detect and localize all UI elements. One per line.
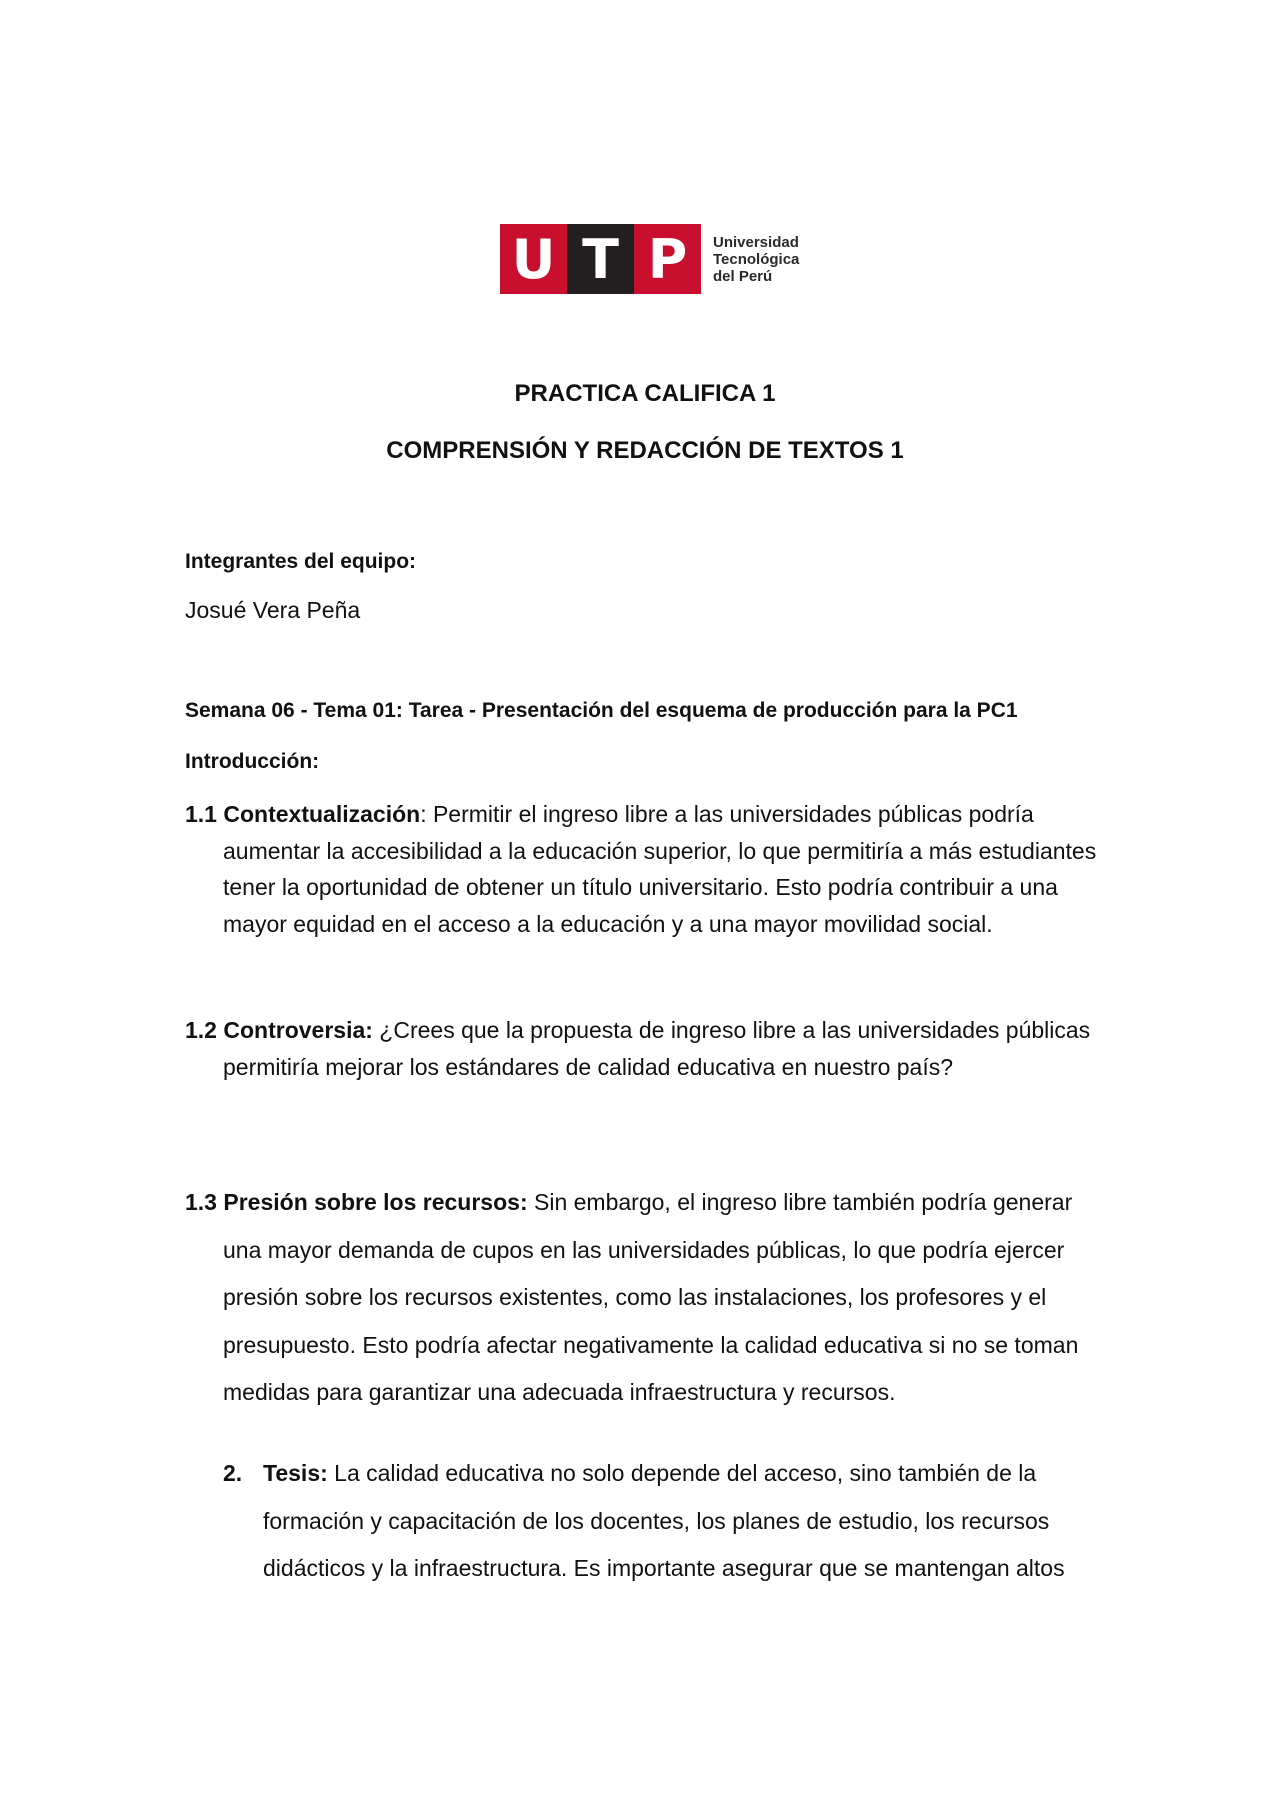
intro-heading: Introducción: bbox=[185, 750, 320, 773]
section-contextualizacion bbox=[185, 796, 1105, 942]
section-controversia bbox=[185, 1012, 1105, 1085]
section-lead-text: ¿Crees que la propuesta de ingreso libre a las universidades públicas bbox=[372, 1017, 1091, 1043]
week-heading: Semana 06 - Tema 01: Tarea - Presentación del esquema de producción para la PC1 bbox=[185, 699, 1018, 722]
section-first-line bbox=[185, 1012, 1105, 1049]
course-title: COMPRENSIÓN Y REDACCIÓN DE TEXTOS 1 bbox=[386, 437, 904, 464]
section-number: 1.1 bbox=[185, 801, 217, 827]
section-first-line bbox=[185, 796, 1105, 833]
section-body: una mayor demanda de cupos en las universidades públicas, lo que podría ejercer presión sobre los recursos existentes, como las instalaciones, los profesores y el presupuesto. Esto podría afectar negativamente la calidad educativa si no se toman medidas para garantizar una adecuada infraestructura y recursos. bbox=[223, 1236, 1079, 1405]
thesis-heading: Tesis: bbox=[263, 1460, 328, 1486]
section-number: 1.3 bbox=[185, 1189, 217, 1215]
section-heading: Contextualización bbox=[223, 801, 421, 827]
utp-logo bbox=[500, 224, 799, 294]
section-lead-text: Sin embargo, el ingreso libre también podría generar bbox=[527, 1189, 1073, 1215]
logo-letter-t: T bbox=[567, 224, 634, 294]
logo-line-1: Universidad bbox=[713, 234, 799, 251]
section-first-line bbox=[185, 1179, 1105, 1227]
document-title: PRACTICA CALIFICA 1 bbox=[514, 380, 776, 407]
section-presion-recursos bbox=[185, 1179, 1105, 1417]
section-separator: : bbox=[420, 801, 427, 827]
thesis-item bbox=[223, 1450, 1103, 1593]
thesis-number: 2. bbox=[223, 1460, 243, 1486]
thesis-body bbox=[223, 1450, 1103, 1593]
team-label: Integrantes del equipo: bbox=[185, 550, 417, 573]
thesis-text: La calidad educativa no solo depende del acceso, sino también de la formación y capacitación de los docentes, los planes de estudio, los recursos didácticos y la infraestructura. Es importante asegurar que se mantengan altos bbox=[263, 1460, 1065, 1581]
logo-letter-p: P bbox=[634, 224, 701, 294]
section-lead-text: Permitir el ingreso libre a las universidades públicas podría bbox=[426, 801, 1034, 827]
section-heading: Controversia: bbox=[223, 1017, 373, 1043]
logo-wordmark bbox=[713, 224, 799, 294]
section-heading: Presión sobre los recursos: bbox=[223, 1189, 528, 1215]
logo-letter-u: U bbox=[500, 224, 567, 294]
section-number: 1.2 bbox=[185, 1017, 217, 1043]
logo-line-3: del Perú bbox=[713, 268, 773, 285]
logo-line-2: Tecnológica bbox=[713, 251, 800, 268]
section-body: aumentar la accesibilidad a la educación superior, lo que permitiría a más estudiantes tener la oportunidad de obtener un título universitario. Esto podría contribuir a una mayor equidad en el acceso a la educación y a una mayor movilidad social. bbox=[223, 837, 1097, 937]
team-member: Josué Vera Peña bbox=[185, 597, 361, 623]
section-body: permitiría mejorar los estándares de calidad educativa en nuestro país? bbox=[223, 1053, 954, 1080]
